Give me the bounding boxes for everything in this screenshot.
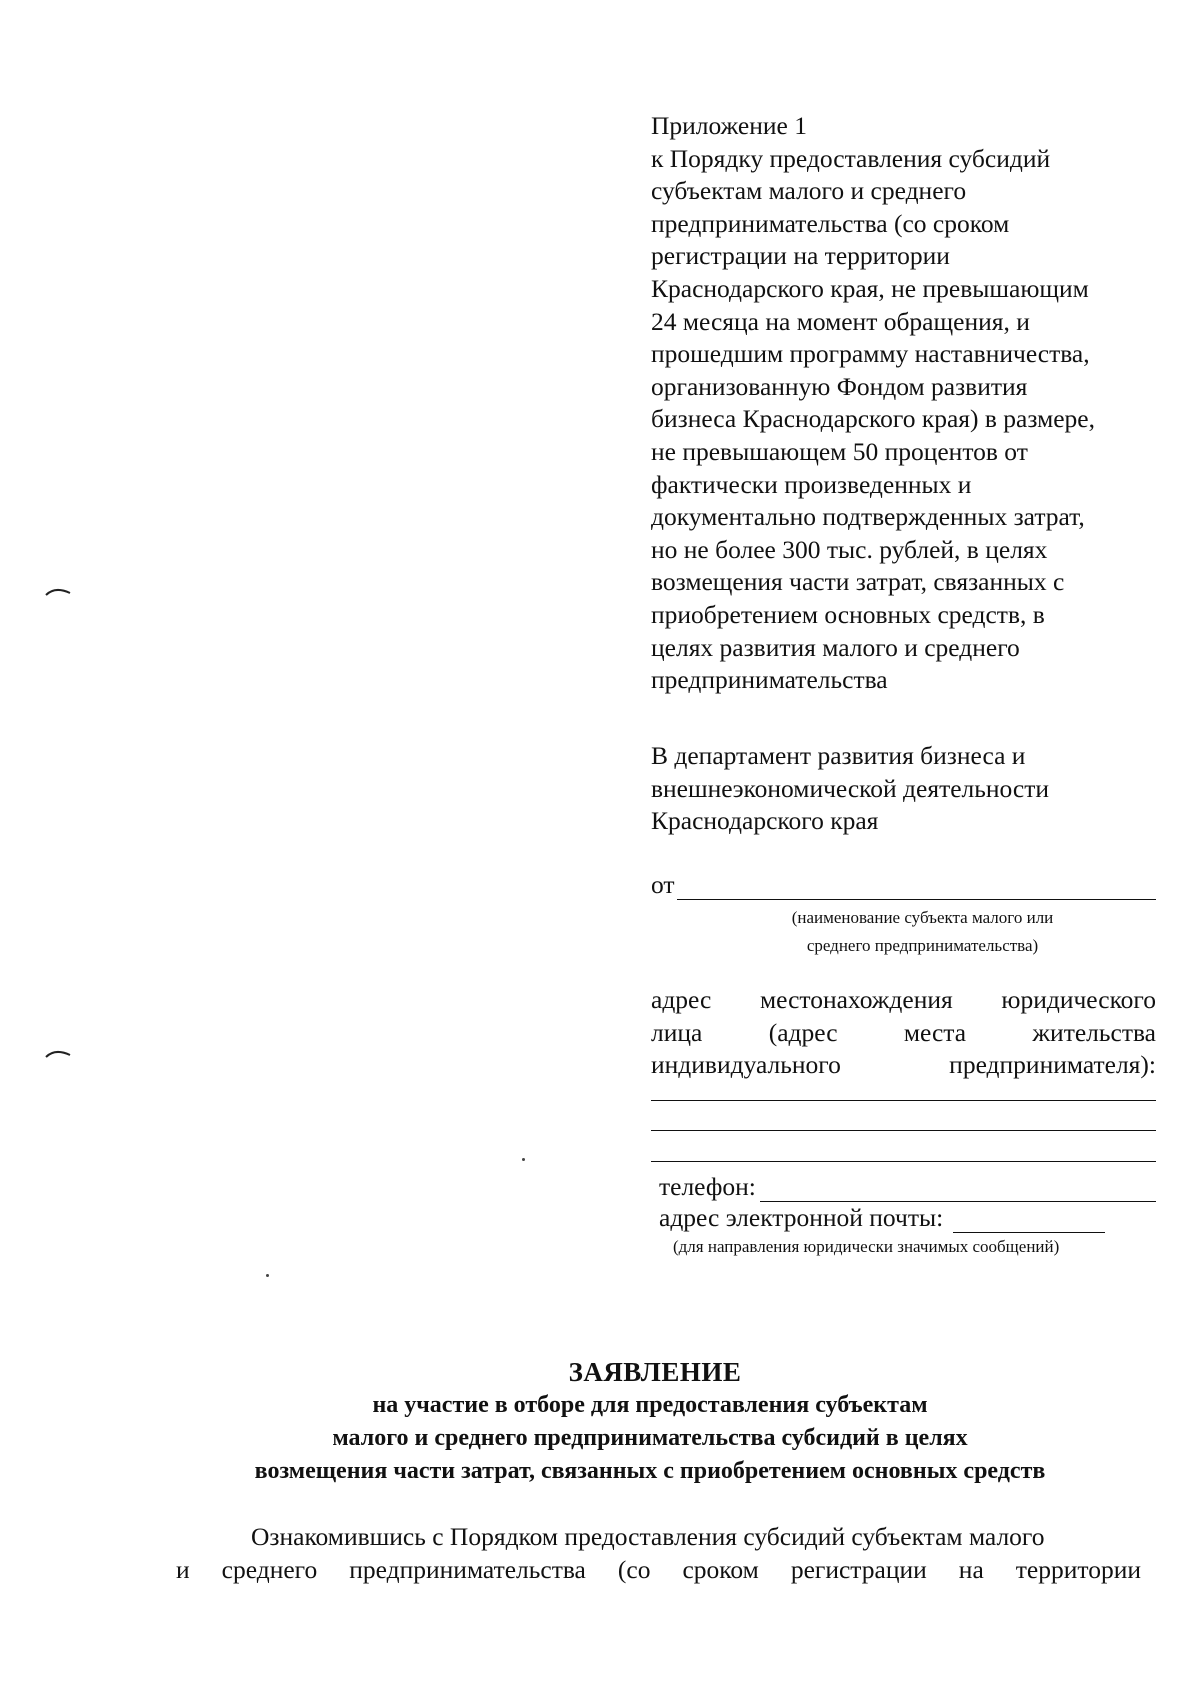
- appendix-line: бизнеса Краснодарского края) в размере,: [651, 404, 1095, 434]
- address-label-line: лица (адрес места жительства: [651, 1017, 1156, 1047]
- caption-line: среднего предпринимательства): [806, 936, 1039, 955]
- appendix-line: Краснодарского края, не превышающим: [651, 273, 1089, 303]
- title-main: ЗАЯВЛЕНИЕ: [568, 1357, 742, 1387]
- email-field[interactable]: [953, 1208, 1105, 1233]
- title-sub-line: возмещения части затрат, связанных с приобретением основных средств: [254, 1458, 1046, 1484]
- appendix-line: целях развития малого и среднего: [651, 632, 1020, 662]
- address-block: [651, 984, 1156, 1082]
- body-paragraph: [176, 1520, 1141, 1586]
- recipient-line: Краснодарского края: [651, 806, 879, 836]
- applicant-name-caption: [689, 904, 1156, 960]
- recipient-block: [651, 740, 1171, 838]
- title-sub-line: на участие в отборе для предоставления субъектам: [372, 1392, 928, 1418]
- address-field-line-3[interactable]: [651, 1161, 1156, 1162]
- appendix-line: 24 месяца на момент обращения, и: [651, 306, 1030, 336]
- body-line: и среднего предпринимательства (со сроком регистрации на территории: [176, 1555, 1141, 1584]
- email-label: адрес электронной почты:: [659, 1203, 944, 1232]
- email-caption: (для направления юридически значимых сообщений): [673, 1237, 1060, 1256]
- appendix-line: предпринимательства: [651, 665, 888, 695]
- caption-line: (наименование субъекта малого или: [791, 908, 1054, 927]
- applicant-name-field[interactable]: [677, 875, 1156, 900]
- phone-row: [659, 1172, 1156, 1202]
- appendix-line: прошедшим программу наставничества,: [651, 339, 1090, 369]
- scan-artifact-dot: [266, 1274, 269, 1277]
- appendix-line: фактически произведенных и: [651, 469, 972, 499]
- appendix-line: возмещения части затрат, связанных с: [651, 567, 1065, 597]
- appendix-line: к Порядку предоставления субсидий: [651, 143, 1051, 173]
- address-label-line: индивидуального предпринимателя):: [651, 1050, 1156, 1080]
- appendix-line: предпринимательства (со сроком: [651, 208, 1010, 238]
- appendix-line: документально подтвержденных затрат,: [651, 502, 1085, 532]
- appendix-line: Приложение 1: [651, 111, 807, 140]
- application-title: [170, 1355, 1130, 1488]
- appendix-line: но не более 300 тыс. рублей, в целях: [651, 534, 1048, 564]
- scan-artifact-dot: [522, 1158, 525, 1161]
- phone-label: телефон:: [659, 1172, 756, 1201]
- appendix-line: организованную Фондом развития: [651, 371, 1028, 401]
- recipient-line: В департамент развития бизнеса и: [651, 741, 1026, 770]
- phone-field[interactable]: [760, 1177, 1156, 1202]
- email-row: [659, 1203, 1156, 1233]
- appendix-line: регистрации на территории: [651, 241, 950, 271]
- address-label-line: адрес местонахождения юридического: [651, 985, 1156, 1014]
- scan-artifact-mark: [45, 585, 71, 597]
- title-sub-line: малого и среднего предпринимательства субсидий в целях: [332, 1425, 968, 1451]
- scan-artifact-mark: [45, 1047, 71, 1059]
- body-line: Ознакомившись с Порядком предоставления субсидий субъектам малого: [251, 1522, 1045, 1551]
- appendix-line: приобретением основных средств, в: [651, 599, 1045, 629]
- address-field-line-1[interactable]: [651, 1100, 1156, 1101]
- recipient-line: внешнеэкономической деятельности: [651, 773, 1050, 803]
- from-block: [651, 870, 1156, 960]
- address-field-line-2[interactable]: [651, 1130, 1156, 1131]
- appendix-line: субъектам малого и среднего: [651, 176, 967, 206]
- appendix-line: не превышающем 50 процентов от: [651, 436, 1028, 466]
- from-label: от: [651, 870, 675, 899]
- appendix-header: [651, 110, 1171, 697]
